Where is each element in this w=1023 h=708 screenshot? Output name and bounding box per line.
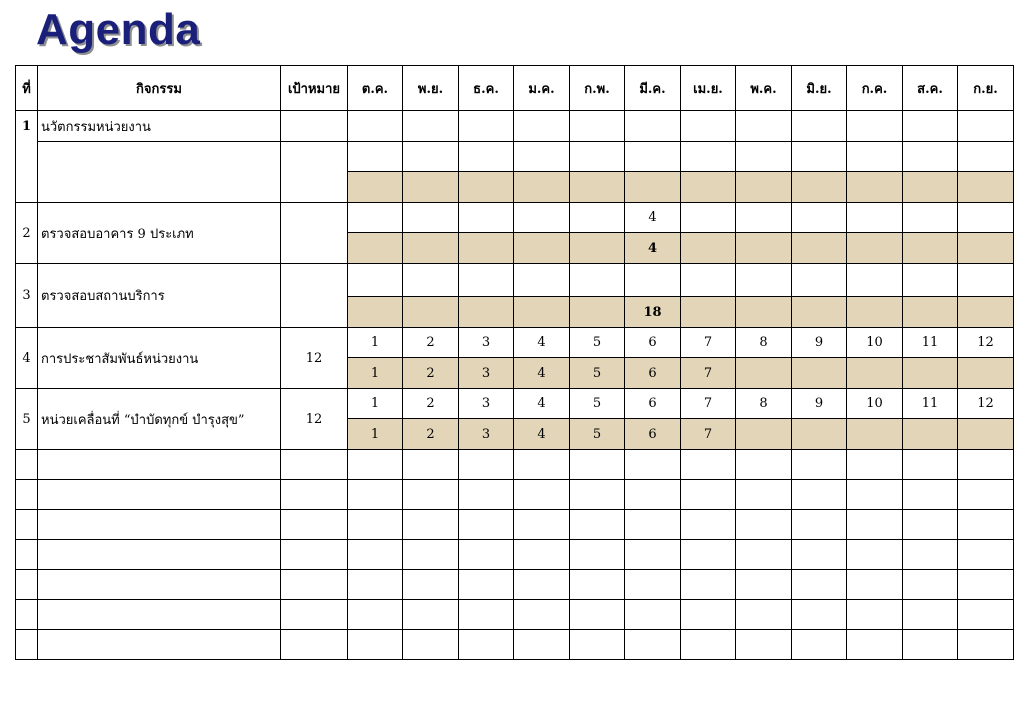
empty-cell	[403, 570, 459, 600]
plan-cell	[625, 142, 681, 172]
empty-cell	[514, 570, 570, 600]
empty-cell	[38, 480, 281, 510]
header-no: ที่	[16, 66, 38, 111]
empty-cell	[16, 480, 38, 510]
header-month: ก.พ.	[570, 66, 625, 111]
empty-cell	[514, 630, 570, 660]
plan-cell: 4	[514, 389, 570, 419]
result-cell	[514, 233, 570, 264]
empty-cell	[903, 450, 958, 480]
month-cell	[514, 111, 570, 142]
result-cell	[459, 233, 514, 264]
activity-name: ตรวจสอบอาคาร 9 ประเภท	[38, 203, 281, 264]
empty-cell	[792, 450, 847, 480]
empty-cell	[348, 480, 403, 510]
result-cell: 3	[459, 358, 514, 389]
plan-cell	[348, 142, 403, 172]
empty-cell	[958, 510, 1014, 540]
empty-row	[16, 600, 1014, 630]
plan-cell	[847, 203, 903, 233]
row-number: 2	[16, 203, 38, 264]
result-cell	[847, 172, 903, 203]
empty-cell	[903, 600, 958, 630]
result-cell	[903, 233, 958, 264]
empty-cell	[570, 510, 625, 540]
empty-cell	[403, 600, 459, 630]
result-cell	[681, 233, 736, 264]
empty-cell	[681, 480, 736, 510]
empty-cell	[38, 570, 281, 600]
empty-cell	[736, 450, 792, 480]
plan-cell	[459, 203, 514, 233]
plan-cell	[736, 142, 792, 172]
empty-cell	[348, 630, 403, 660]
plan-cell: 7	[681, 389, 736, 419]
target-value: 12	[281, 389, 348, 450]
plan-cell	[570, 264, 625, 297]
plan-cell: 3	[459, 328, 514, 358]
result-cell	[958, 233, 1014, 264]
activity-detail	[38, 142, 281, 203]
empty-cell	[903, 630, 958, 660]
plan-cell: 12	[958, 389, 1014, 419]
empty-cell	[514, 600, 570, 630]
empty-cell	[403, 450, 459, 480]
plan-cell: 1	[348, 389, 403, 419]
result-cell: 4	[514, 358, 570, 389]
empty-row	[16, 510, 1014, 540]
plan-cell	[903, 264, 958, 297]
empty-cell	[625, 540, 681, 570]
plan-cell: 6	[625, 328, 681, 358]
result-cell: 18	[625, 297, 681, 328]
plan-cell: 9	[792, 389, 847, 419]
empty-cell	[736, 600, 792, 630]
result-cell	[903, 172, 958, 203]
empty-row	[16, 480, 1014, 510]
result-cell	[681, 172, 736, 203]
result-cell	[459, 172, 514, 203]
month-cell	[847, 111, 903, 142]
result-cell	[570, 233, 625, 264]
activity-name: นวัตกรรมหน่วยงาน	[38, 111, 281, 142]
result-cell: 4	[625, 233, 681, 264]
plan-cell	[459, 264, 514, 297]
result-cell	[459, 297, 514, 328]
empty-cell	[792, 630, 847, 660]
empty-cell	[847, 510, 903, 540]
empty-cell	[958, 570, 1014, 600]
plan-cell: 10	[847, 389, 903, 419]
result-cell	[792, 358, 847, 389]
result-cell	[958, 419, 1014, 450]
result-cell	[847, 358, 903, 389]
result-cell	[847, 419, 903, 450]
plan-cell	[681, 264, 736, 297]
empty-cell	[903, 540, 958, 570]
target-cell	[281, 111, 348, 142]
result-cell: 5	[570, 358, 625, 389]
month-cell	[459, 111, 514, 142]
empty-cell	[514, 540, 570, 570]
plan-cell	[958, 142, 1014, 172]
empty-cell	[570, 480, 625, 510]
plan-cell	[403, 264, 459, 297]
plan-cell	[736, 203, 792, 233]
plan-cell: 5	[570, 389, 625, 419]
result-cell: 7	[681, 419, 736, 450]
empty-cell	[681, 630, 736, 660]
plan-cell: 8	[736, 328, 792, 358]
header-month: ส.ค.	[903, 66, 958, 111]
empty-cell	[16, 570, 38, 600]
header-activity: กิจกรรม	[38, 66, 281, 111]
empty-cell	[736, 510, 792, 540]
month-cell	[625, 111, 681, 142]
month-cell	[903, 111, 958, 142]
result-cell	[847, 297, 903, 328]
result-cell	[903, 358, 958, 389]
plan-cell	[625, 264, 681, 297]
empty-cell	[958, 600, 1014, 630]
result-cell	[403, 233, 459, 264]
month-cell	[348, 111, 403, 142]
result-cell	[792, 297, 847, 328]
empty-cell	[570, 540, 625, 570]
header-month: พ.ค.	[736, 66, 792, 111]
empty-cell	[625, 450, 681, 480]
plan-cell	[736, 264, 792, 297]
plan-cell: 3	[459, 389, 514, 419]
empty-cell	[736, 480, 792, 510]
empty-cell	[958, 480, 1014, 510]
empty-cell	[281, 540, 348, 570]
empty-cell	[847, 480, 903, 510]
empty-cell	[38, 540, 281, 570]
plan-cell	[570, 203, 625, 233]
plan-cell: 11	[903, 389, 958, 419]
empty-cell	[514, 480, 570, 510]
empty-cell	[459, 540, 514, 570]
empty-cell	[681, 540, 736, 570]
plan-cell: 1	[348, 328, 403, 358]
activity-name: หน่วยเคลื่อนที่ “บำบัดทุกข์ บำรุงสุข”	[38, 389, 281, 450]
result-cell	[514, 172, 570, 203]
empty-cell	[792, 540, 847, 570]
plan-cell	[792, 203, 847, 233]
empty-cell	[38, 450, 281, 480]
result-cell	[625, 172, 681, 203]
empty-cell	[281, 480, 348, 510]
result-cell	[736, 419, 792, 450]
table-row	[16, 203, 1014, 233]
result-cell: 3	[459, 419, 514, 450]
plan-cell	[403, 203, 459, 233]
empty-cell	[281, 600, 348, 630]
empty-cell	[403, 630, 459, 660]
result-cell	[348, 172, 403, 203]
empty-cell	[281, 510, 348, 540]
result-cell	[958, 172, 1014, 203]
plan-cell: 12	[958, 328, 1014, 358]
plan-cell	[459, 142, 514, 172]
month-cell	[681, 111, 736, 142]
empty-cell	[681, 510, 736, 540]
activity-name: การประชาสัมพันธ์หน่วยงาน	[38, 328, 281, 389]
header-month: ก.ค.	[847, 66, 903, 111]
result-cell	[792, 419, 847, 450]
empty-cell	[403, 480, 459, 510]
plan-cell: 7	[681, 328, 736, 358]
header-month: ต.ค.	[348, 66, 403, 111]
result-cell	[903, 297, 958, 328]
plan-cell	[958, 203, 1014, 233]
empty-cell	[348, 540, 403, 570]
result-cell: 2	[403, 419, 459, 450]
plan-cell	[792, 142, 847, 172]
plan-cell	[903, 142, 958, 172]
empty-cell	[625, 480, 681, 510]
empty-cell	[847, 600, 903, 630]
empty-row	[16, 540, 1014, 570]
empty-cell	[281, 630, 348, 660]
plan-cell	[681, 203, 736, 233]
empty-cell	[459, 480, 514, 510]
plan-cell: 6	[625, 389, 681, 419]
plan-cell	[847, 264, 903, 297]
empty-cell	[459, 630, 514, 660]
empty-cell	[903, 510, 958, 540]
empty-cell	[681, 600, 736, 630]
page-title: Agenda	[36, 5, 201, 54]
agenda-table	[15, 65, 1014, 660]
empty-cell	[958, 540, 1014, 570]
row-number: 5	[16, 389, 38, 450]
plan-cell	[570, 142, 625, 172]
empty-cell	[16, 510, 38, 540]
result-cell: 2	[403, 358, 459, 389]
empty-cell	[625, 630, 681, 660]
plan-cell: 11	[903, 328, 958, 358]
header-month: ก.ย.	[958, 66, 1014, 111]
plan-cell	[348, 264, 403, 297]
empty-row	[16, 630, 1014, 660]
target-value	[281, 264, 348, 328]
empty-cell	[514, 450, 570, 480]
result-cell: 6	[625, 358, 681, 389]
empty-row	[16, 450, 1014, 480]
plan-cell	[847, 142, 903, 172]
result-cell	[958, 358, 1014, 389]
result-cell	[847, 233, 903, 264]
result-cell	[792, 233, 847, 264]
plan-cell: 2	[403, 328, 459, 358]
empty-cell	[38, 510, 281, 540]
empty-cell	[16, 630, 38, 660]
table-row	[16, 389, 1014, 419]
empty-cell	[903, 570, 958, 600]
result-cell	[736, 297, 792, 328]
plan-cell: 5	[570, 328, 625, 358]
empty-cell	[38, 630, 281, 660]
header-row	[16, 66, 1014, 111]
result-cell	[903, 419, 958, 450]
plan-cell: 9	[792, 328, 847, 358]
result-cell	[736, 358, 792, 389]
plan-cell	[958, 264, 1014, 297]
row-number: 3	[16, 264, 38, 328]
empty-cell	[847, 630, 903, 660]
empty-cell	[681, 570, 736, 600]
result-cell	[570, 297, 625, 328]
target-value	[281, 203, 348, 264]
empty-cell	[958, 450, 1014, 480]
table-row	[16, 264, 1014, 297]
empty-cell	[625, 510, 681, 540]
target-cell	[281, 142, 348, 203]
empty-cell	[570, 570, 625, 600]
row-number: 4	[16, 328, 38, 389]
result-cell	[681, 297, 736, 328]
empty-cell	[348, 570, 403, 600]
empty-cell	[792, 570, 847, 600]
empty-cell	[681, 450, 736, 480]
plan-cell	[514, 203, 570, 233]
empty-cell	[348, 450, 403, 480]
result-cell	[736, 172, 792, 203]
result-cell	[403, 297, 459, 328]
empty-cell	[38, 600, 281, 630]
plan-cell	[403, 142, 459, 172]
result-cell: 7	[681, 358, 736, 389]
result-cell: 4	[514, 419, 570, 450]
result-cell: 1	[348, 358, 403, 389]
result-cell	[736, 233, 792, 264]
empty-cell	[570, 630, 625, 660]
result-cell: 6	[625, 419, 681, 450]
empty-cell	[792, 480, 847, 510]
result-cell: 1	[348, 419, 403, 450]
plan-cell: 4	[514, 328, 570, 358]
target-value: 12	[281, 328, 348, 389]
empty-cell	[459, 600, 514, 630]
activity-name: ตรวจสอบสถานบริการ	[38, 264, 281, 328]
result-cell: 5	[570, 419, 625, 450]
header-month: ม.ค.	[514, 66, 570, 111]
empty-cell	[570, 450, 625, 480]
empty-cell	[736, 540, 792, 570]
month-cell	[958, 111, 1014, 142]
plan-cell: 8	[736, 389, 792, 419]
row-number: 1	[16, 111, 38, 203]
month-cell	[792, 111, 847, 142]
empty-cell	[459, 570, 514, 600]
empty-cell	[736, 630, 792, 660]
empty-cell	[625, 570, 681, 600]
month-cell	[403, 111, 459, 142]
header-target: เป้าหมาย	[281, 66, 348, 111]
empty-cell	[625, 600, 681, 630]
result-cell	[570, 172, 625, 203]
empty-cell	[736, 570, 792, 600]
empty-cell	[281, 450, 348, 480]
header-month: ธ.ค.	[459, 66, 514, 111]
empty-cell	[281, 570, 348, 600]
empty-cell	[903, 480, 958, 510]
plan-cell	[514, 142, 570, 172]
month-cell	[736, 111, 792, 142]
empty-cell	[958, 630, 1014, 660]
result-cell	[348, 233, 403, 264]
result-cell	[403, 172, 459, 203]
empty-row	[16, 570, 1014, 600]
plan-cell: 4	[625, 203, 681, 233]
empty-cell	[792, 600, 847, 630]
result-cell	[514, 297, 570, 328]
result-cell	[792, 172, 847, 203]
result-cell	[958, 297, 1014, 328]
plan-cell	[681, 142, 736, 172]
plan-cell	[348, 203, 403, 233]
plan-cell	[514, 264, 570, 297]
plan-cell: 2	[403, 389, 459, 419]
empty-cell	[16, 450, 38, 480]
header-month: พ.ย.	[403, 66, 459, 111]
table-row	[16, 142, 1014, 172]
empty-cell	[792, 510, 847, 540]
header-month: มี.ค.	[625, 66, 681, 111]
empty-cell	[459, 450, 514, 480]
empty-cell	[403, 510, 459, 540]
empty-cell	[514, 510, 570, 540]
header-month: เม.ย.	[681, 66, 736, 111]
header-month: มิ.ย.	[792, 66, 847, 111]
empty-cell	[348, 600, 403, 630]
table-body	[16, 111, 1014, 660]
month-cell	[570, 111, 625, 142]
table-row	[16, 328, 1014, 358]
plan-cell	[903, 203, 958, 233]
empty-cell	[847, 450, 903, 480]
empty-cell	[348, 510, 403, 540]
empty-cell	[570, 600, 625, 630]
result-cell	[348, 297, 403, 328]
empty-cell	[403, 540, 459, 570]
plan-cell	[792, 264, 847, 297]
table-row	[16, 111, 1014, 142]
plan-cell: 10	[847, 328, 903, 358]
empty-cell	[16, 540, 38, 570]
empty-cell	[847, 540, 903, 570]
empty-cell	[459, 510, 514, 540]
empty-cell	[847, 570, 903, 600]
empty-cell	[16, 600, 38, 630]
